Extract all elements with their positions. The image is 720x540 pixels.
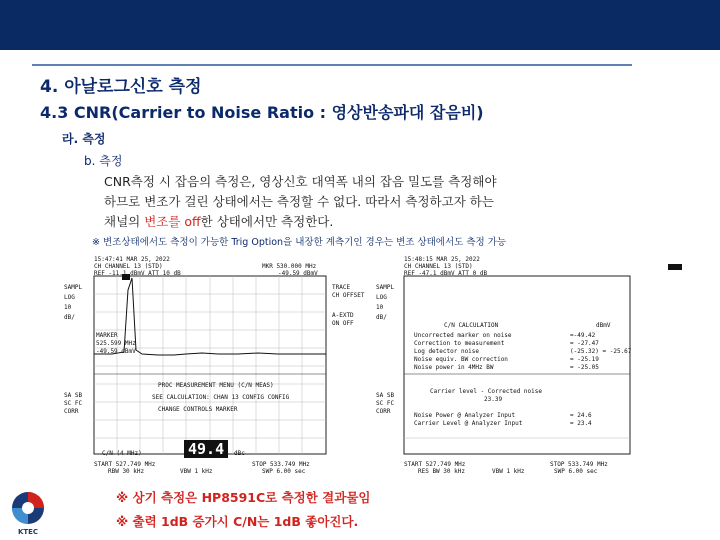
side-label: LOG — [64, 294, 75, 301]
body-paragraph — [104, 172, 624, 232]
carrier-value: 23.39 — [484, 396, 503, 403]
logo-text: KTEC — [17, 528, 39, 536]
calc-row-value: = -27.47 — [570, 340, 599, 347]
sweep-label: SA SB — [64, 392, 83, 399]
carrier-label: Carrier level - Corrected noise — [430, 388, 542, 395]
screen-channel: CH CHANNEL 13 (STD) — [404, 263, 473, 270]
side-label: SAMPL — [376, 284, 395, 291]
right-label: ON OFF — [332, 320, 354, 327]
marker-box-line: -49.59 dBmV — [96, 348, 136, 355]
side-label: LOG — [376, 294, 387, 301]
calc-row-label: Log detector noise — [414, 348, 480, 355]
item-heading: 라. 측정 — [62, 132, 106, 146]
sweep-label: CORR — [64, 408, 79, 415]
calc-title: C/N CALCULATION — [444, 322, 499, 329]
stop-frequency: STOP 533.749 MHz — [252, 461, 310, 468]
side-label: 10 — [64, 304, 72, 311]
cn-label: C/N (4 MHz) — [102, 450, 142, 457]
highlight-text: 변조를 off — [144, 214, 201, 229]
side-label: SAMPL — [64, 284, 83, 291]
side-label: dB/ — [64, 314, 75, 321]
calc-row-label: Correction to measurement — [414, 340, 505, 347]
right-label: A-EXTD — [332, 312, 354, 319]
calc-row-label: Uncorrected marker on noise — [414, 332, 512, 339]
sweep-label: SC FC — [376, 400, 395, 407]
calc-row-value: =-49.42 — [570, 332, 596, 339]
analyzer-screen-right — [374, 254, 636, 476]
body-line: 하므로 변조가 걸린 상태에서는 측정할 수 없다. 따라서 측정하고자 하는 — [104, 194, 494, 209]
calc-row-label: Noise power in 4MHz BW — [414, 364, 494, 371]
subitem-heading: b. 측정 — [84, 154, 123, 168]
stop-frequency: STOP 533.749 MHz — [550, 461, 608, 468]
marker-block — [668, 264, 682, 270]
side-label: 10 — [376, 304, 384, 311]
screen-ref: REF -47.1 dBmV ATT 0 dB — [404, 270, 488, 277]
start-frequency: START 527.749 MHz — [94, 461, 156, 468]
ktec-logo — [8, 488, 48, 538]
proc-menu-line: PROC MEASUREMENT MENU (C/N MEAS) — [158, 382, 274, 389]
swp-label: SWP 6.00 sec — [262, 468, 306, 475]
marker-frequency: MKR 530.000 MHz — [262, 263, 317, 270]
noise-input-value: = 24.6 — [570, 412, 592, 419]
right-label: CH OFFSET — [332, 292, 365, 299]
calc-row-value: = -25.19 — [570, 356, 599, 363]
footer-note-2: ※ 출력 1dB 증가시 C/N는 1dB 좋아진다. — [116, 514, 359, 529]
note-text: ※ 변조상태에서도 측정이 가능한 Trig Option을 내장한 계측기인 경우는 변조 상태에서도 측정 가능 — [92, 237, 507, 248]
carrier-input-value: = 23.4 — [570, 420, 592, 427]
sweep-label: SC FC — [64, 400, 83, 407]
sweep-label: SA SB — [376, 392, 395, 399]
calc-row-label: Noise equiv. BW correction — [414, 356, 508, 363]
marker-level: -49.59 dBmV — [278, 270, 318, 277]
footer-note-1: ※ 상기 측정은 HP8591C로 측정한 결과물임 — [116, 490, 371, 505]
subsection-title: 4.3 CNR(Carrier to Noise Ratio : 영상반송파대 잡음비) — [40, 103, 484, 122]
carrier-input-label: Carrier Level @ Analyzer Input — [414, 420, 523, 427]
cn-readout: 49.4 — [184, 440, 228, 458]
start-frequency: START 527.749 MHz — [404, 461, 466, 468]
side-marker-column — [640, 260, 690, 470]
screen-time: 15:48:15 MAR 25, 2022 — [404, 256, 480, 263]
header-bar — [0, 0, 720, 50]
rbw-label: RBW 30 kHz — [108, 468, 145, 475]
noise-input-label: Noise Power @ Analyzer Input — [414, 412, 516, 419]
swp-label: SWP 6.00 sec — [554, 468, 598, 475]
rbw-label: RES BW 30 kHz — [418, 468, 465, 475]
title-divider — [32, 64, 632, 66]
body-text: 채널의 — [104, 214, 145, 229]
screen-ref: REF -11.1 dBmV ATT 10 dB — [94, 270, 181, 277]
calc-unit: dBmV — [596, 322, 611, 329]
proc-menu-line: CHANGE CONTROLS MARKER — [158, 406, 238, 413]
section-title: 4. 아날로그신호 측정 — [40, 77, 202, 97]
body-text: 한 상태에서만 측정한다. — [200, 214, 334, 229]
body-line — [104, 212, 624, 232]
logo-emblem-icon — [8, 488, 48, 528]
vbw-label: VBW 1 kHz — [180, 468, 213, 475]
calc-row-value: (-25.32) = -25.67 — [570, 348, 632, 355]
proc-menu-line: SEE CALCULATION: CHAN 13 CONFIG CONFIG — [152, 394, 290, 401]
sweep-label: CORR — [376, 408, 391, 415]
side-label: dB/ — [376, 314, 387, 321]
screen-channel: CH CHANNEL 13 (STD) — [94, 263, 163, 270]
screen-time: 15:47:41 MAR 25, 2022 — [94, 256, 170, 263]
cn-unit: dBc — [234, 450, 245, 457]
body-line: CNR측정 시 잡음의 측정은, 영상신호 대역폭 내의 잡음 밀도를 측정해야 — [104, 174, 497, 189]
marker-box-line: MARKER — [96, 332, 118, 339]
right-label: TRACE — [332, 284, 351, 291]
vbw-label: VBW 1 kHz — [492, 468, 525, 475]
marker-box-line: 525.599 MHz — [96, 340, 136, 347]
calc-row-value: = -25.05 — [570, 364, 599, 371]
analyzer-screen-left — [62, 254, 372, 476]
